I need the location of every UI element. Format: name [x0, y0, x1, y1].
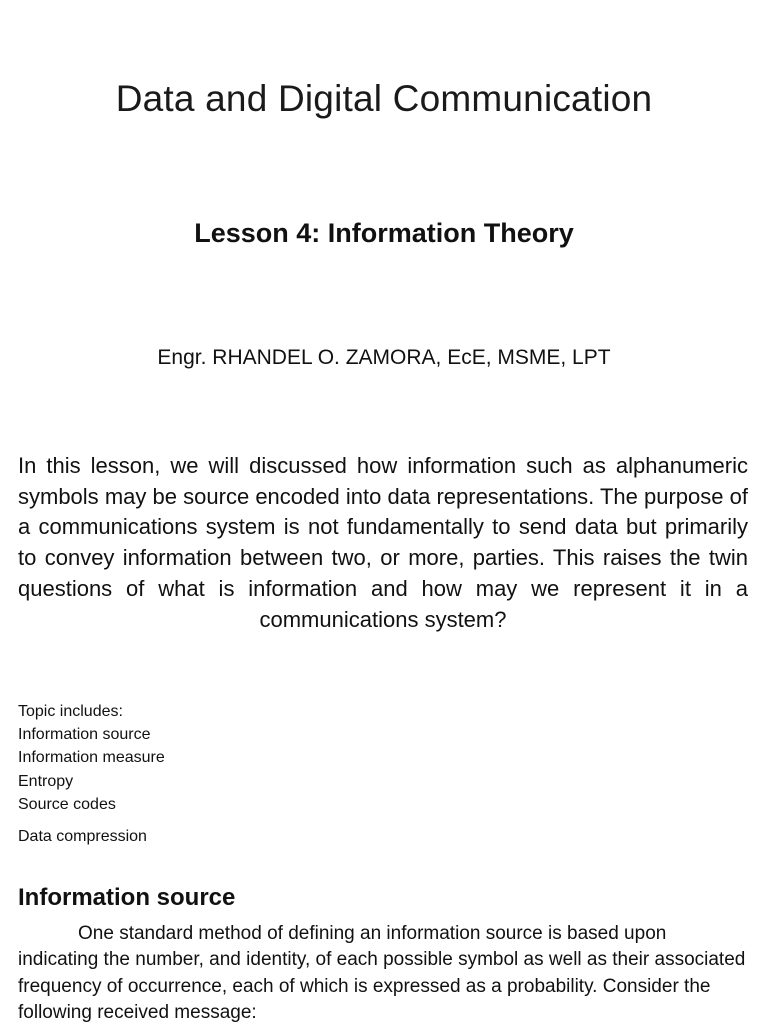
author-line: Engr. RHANDEL O. ZAMORA, EcE, MSME, LPT: [157, 346, 611, 369]
topic-item: Information measure: [18, 749, 165, 767]
topic-list-heading: Topic includes:: [18, 703, 123, 720]
topic-item: Entropy: [18, 772, 74, 790]
document-title: Data and Digital Communication: [115, 78, 653, 119]
section-paragraph: One standard method of defining an information source is based upon indicating the number, and identity, of each possible symbol as well as their associated frequency of occurrence, each of which is expressed as a probability. Consider the following received message:: [18, 923, 746, 1024]
topic-item: Source codes: [18, 795, 116, 813]
lesson-title: Lesson 4: Information Theory: [194, 218, 574, 248]
topic-item: Information source: [18, 726, 151, 744]
section-heading: Information source: [18, 884, 236, 911]
topic-list: [18, 700, 418, 848]
topic-item: Data compression: [18, 828, 147, 846]
intro-paragraph: In this lesson, we will discussed how information such as alphanumeric symbols may be source encoded into data representations. The purpose of a communications system is not fundamentally to send data but primarily to convey information between two, or more, parties. This raises the twin questions of what is information and how may we represent it in a communications system?: [18, 453, 748, 632]
